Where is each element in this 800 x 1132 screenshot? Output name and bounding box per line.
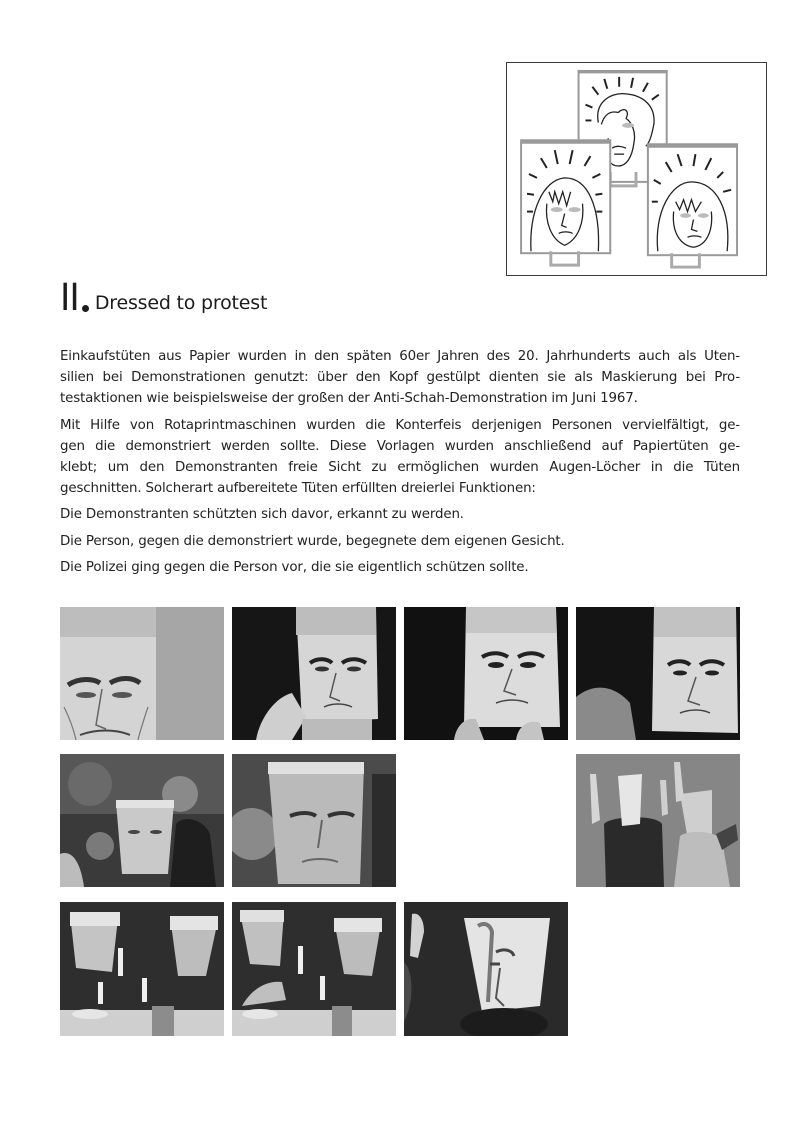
text-line: klebt; um den Demonstranten freie Sicht zu ermöglichen wurden Augen-Löcher in die Tüten xyxy=(60,460,740,476)
text-line: Die Polizei ging gegen die Person vor, die sie eigentlich schützen sollte. xyxy=(60,559,529,575)
photo-crowd xyxy=(60,754,224,887)
crowd-photo-icon xyxy=(60,754,224,887)
text-line: gen die demonstriert werden sollte. Diese Vorlagen wurden anschließend auf Papiertüten ge- xyxy=(60,438,740,454)
poster-right xyxy=(648,144,737,267)
photo-mask-closeup xyxy=(60,607,224,740)
photo-hands-up xyxy=(576,754,740,887)
poster-left xyxy=(521,140,610,265)
dinner-table-photo-icon xyxy=(232,902,396,1036)
hands-up-photo-icon xyxy=(576,754,740,887)
photo-crowd-closeup xyxy=(232,754,396,887)
protest-posters-illustration xyxy=(506,62,767,276)
paragraph-function-3 xyxy=(60,557,740,578)
photo-poster xyxy=(404,902,568,1036)
crowd-photo-icon xyxy=(232,754,396,887)
body-text xyxy=(60,346,740,583)
photo-mask-bag xyxy=(576,607,740,740)
text-line: Die Person, gegen die demonstriert wurde, begegnete dem eigenen Gesicht. xyxy=(60,533,565,549)
section-numeral: II xyxy=(60,276,79,319)
poster-faces-drawing-icon xyxy=(507,63,766,275)
mask-face-photo-icon xyxy=(60,607,224,740)
poster-photo-icon xyxy=(404,902,568,1036)
paragraph-intro xyxy=(60,346,740,410)
section-title: Dressed to protest xyxy=(94,292,268,314)
text-line: Einkaufstüten aus Papier wurden in den späten 60er Jahren des 20. Jahrhunderts auch als Uten- xyxy=(60,349,740,364)
text-line: silien bei Demonstrationen genutzt: über den Kopf gestülpt dienten sie als Maskierung bei Pro- xyxy=(60,370,740,386)
paragraph-function-2 xyxy=(60,531,740,552)
text-line: Die Demonstranten schützten sich davor, erkannt zu werden. xyxy=(60,507,464,523)
paragraph-function-1 xyxy=(60,504,740,525)
section-heading xyxy=(60,276,268,319)
photo-dinner-1 xyxy=(60,902,224,1036)
photo-dinner-2 xyxy=(232,902,396,1036)
mask-face-photo-icon xyxy=(232,607,396,740)
paragraph-method xyxy=(60,415,740,500)
photo-mask-adjust xyxy=(404,607,568,740)
text-line: testaktionen wie beispielsweise der großen der Anti-Schah-Demonstration im Juni 1967. xyxy=(60,391,638,407)
text-line: geschnitten. Solcherart aufbereitete Tüten erfüllten dreierlei Funktionen: xyxy=(60,481,536,497)
photo-mask-hands xyxy=(232,607,396,740)
numeral-dot xyxy=(82,305,89,312)
text-line: Mit Hilfe von Rotaprintmaschinen wurden die Konterfeis derjenigen Personen vervielfältigt, ge- xyxy=(60,417,740,433)
mask-face-photo-icon xyxy=(576,607,740,740)
dinner-table-photo-icon xyxy=(60,902,224,1036)
mask-face-photo-icon xyxy=(404,607,568,740)
